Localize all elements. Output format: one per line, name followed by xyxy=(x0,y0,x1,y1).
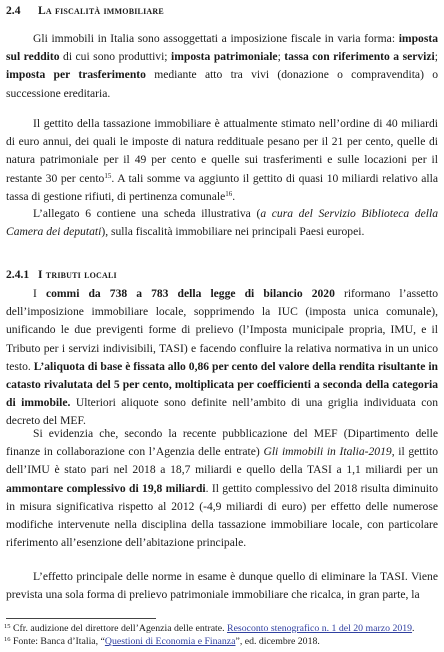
paragraph-2 xyxy=(6,115,438,206)
section-title: La fiscalità immobiliare xyxy=(38,4,164,17)
footnote-ref-16[interactable]: 16 xyxy=(225,189,233,198)
footnote-text: . xyxy=(412,623,415,634)
text: . xyxy=(232,189,236,203)
footnote-text: ”, ed. dicembre 2018. xyxy=(235,636,320,647)
text: ), sulla fiscalità immobiliare nei principali Paesi europei. xyxy=(101,225,365,239)
paragraph-5 xyxy=(6,425,438,552)
text: riformano l’assetto dell’imposizione immobiliare locale, sopprimendo la IUC (imposta unica comunale), unificando le due previgenti forme di prelievo (l’Imposta municipale propria, IMU, e il Tributo per i servizi indivisibili, TASI) e facendo confluire la relativa normativa in un unico testo. xyxy=(6,287,439,373)
text: Si evidenzia che, secondo la recente pubblicazione del MEF (Dipartimento delle finanze in collaborazione con l’Agenzia delle entrate) xyxy=(6,427,438,459)
bold-text: commi da 738 a 783 della legge di bilancio 2020 xyxy=(45,287,335,300)
section-number: 2.4 xyxy=(6,4,21,17)
bold-text: tassa con riferimento a servizi xyxy=(284,50,435,64)
footnote-text: Cfr. audizione del direttore dell’Agenzia delle entrate. xyxy=(10,623,228,634)
footnote-15 xyxy=(4,623,440,634)
text: Gli immobili in Italia sono assoggettati a imposizione fiscale in varia forma: xyxy=(33,32,399,45)
footnote-text: Fonte: Banca d’Italia, “ xyxy=(10,636,105,647)
footnote-link[interactable]: Questioni di Economia e Finanza xyxy=(104,636,236,647)
bold-text: imposta sul reddito xyxy=(6,32,438,64)
paragraph-1 xyxy=(6,30,438,103)
text: L’effetto principale delle norme in esame è dunque quello di eliminare la TASI. Viene prevista una sola forma di prelievo patrimoniale immobiliare che ricalca, in gran parte, la xyxy=(6,570,438,602)
text: Il gettito della tassazione immobiliare è attualmente stimato nell’ordine di 40 miliardi di euro annui, dei quali le imposte di natura reddituale pesano per il 21 per cento, quelle di natura patrimoniale per il 49 per cento e quelle sui trasferimenti e sulle locazioni per il restante 30 per cento xyxy=(6,117,438,185)
text: . A tali somme va aggiunto il gettito di quasi 10 miliardi relativo alla tassa di gestione rifiuti, di pertinenza comunale xyxy=(6,171,438,203)
text: ; xyxy=(277,50,285,64)
text: , il gettito dell’IMU è stato pari nel 2018 a 18,7 miliardi e quello della TASI a 1,1 miliardi per un xyxy=(6,445,438,477)
text: di cui sono produttivi; xyxy=(59,50,172,64)
section-heading xyxy=(6,4,438,18)
footnote-16 xyxy=(4,636,440,647)
italic-text: a cura del Servizio Biblioteca della Camera dei deputati xyxy=(6,207,438,239)
bold-text: L’aliquota di base è fissata allo 0,86 per cento del valore della rendita risultante in catasto rivalutata del 5 per cento, moltiplicata per coefficienti a seconda della categoria di immobile. xyxy=(6,359,438,410)
text: I xyxy=(33,287,46,300)
text: Ulteriori aliquote sono definite nell’ambito di una griglia individuata con decreto del MEF. xyxy=(6,396,438,428)
subsection-number: 2.4.1 xyxy=(6,268,30,281)
italic-text: Gli immobili in Italia-2019 xyxy=(263,445,392,459)
text: mediante atto tra vivi (donazione o compravendita) o successione ereditaria. xyxy=(6,68,438,100)
subsection-title: I tributi locali xyxy=(38,268,117,281)
paragraph-4 xyxy=(6,285,438,431)
footnote-number: 15 xyxy=(4,623,11,630)
footnote-ref-15[interactable]: 15 xyxy=(104,171,112,180)
bold-text: imposta per trasferimento xyxy=(6,68,146,82)
bold-text: ammontare complessivo di 19,8 miliardi xyxy=(6,481,206,495)
footnote-separator xyxy=(6,618,156,619)
footnote-link[interactable]: Resoconto stenografico n. 1 del 20 marzo 2019 xyxy=(227,623,413,634)
bold-text: imposta patrimoniale xyxy=(171,50,278,64)
subsection-heading xyxy=(6,268,438,282)
text: . Il gettito complessivo del 2018 risulta diminuito in misura significativa rispetto al 2012 (-4,9 miliardi di euro) per effetto delle numerose modifiche intervenute nella disciplina della tassazione immobiliare locale, con particolare riferimento all’esenzione dell’abitazione principale. xyxy=(6,481,438,550)
paragraph-3 xyxy=(6,205,438,241)
text: L’allegato 6 contiene una scheda illustrativa ( xyxy=(33,207,261,220)
text: ; xyxy=(434,50,438,64)
paragraph-6 xyxy=(6,568,438,604)
footnote-number: 16 xyxy=(4,636,11,643)
